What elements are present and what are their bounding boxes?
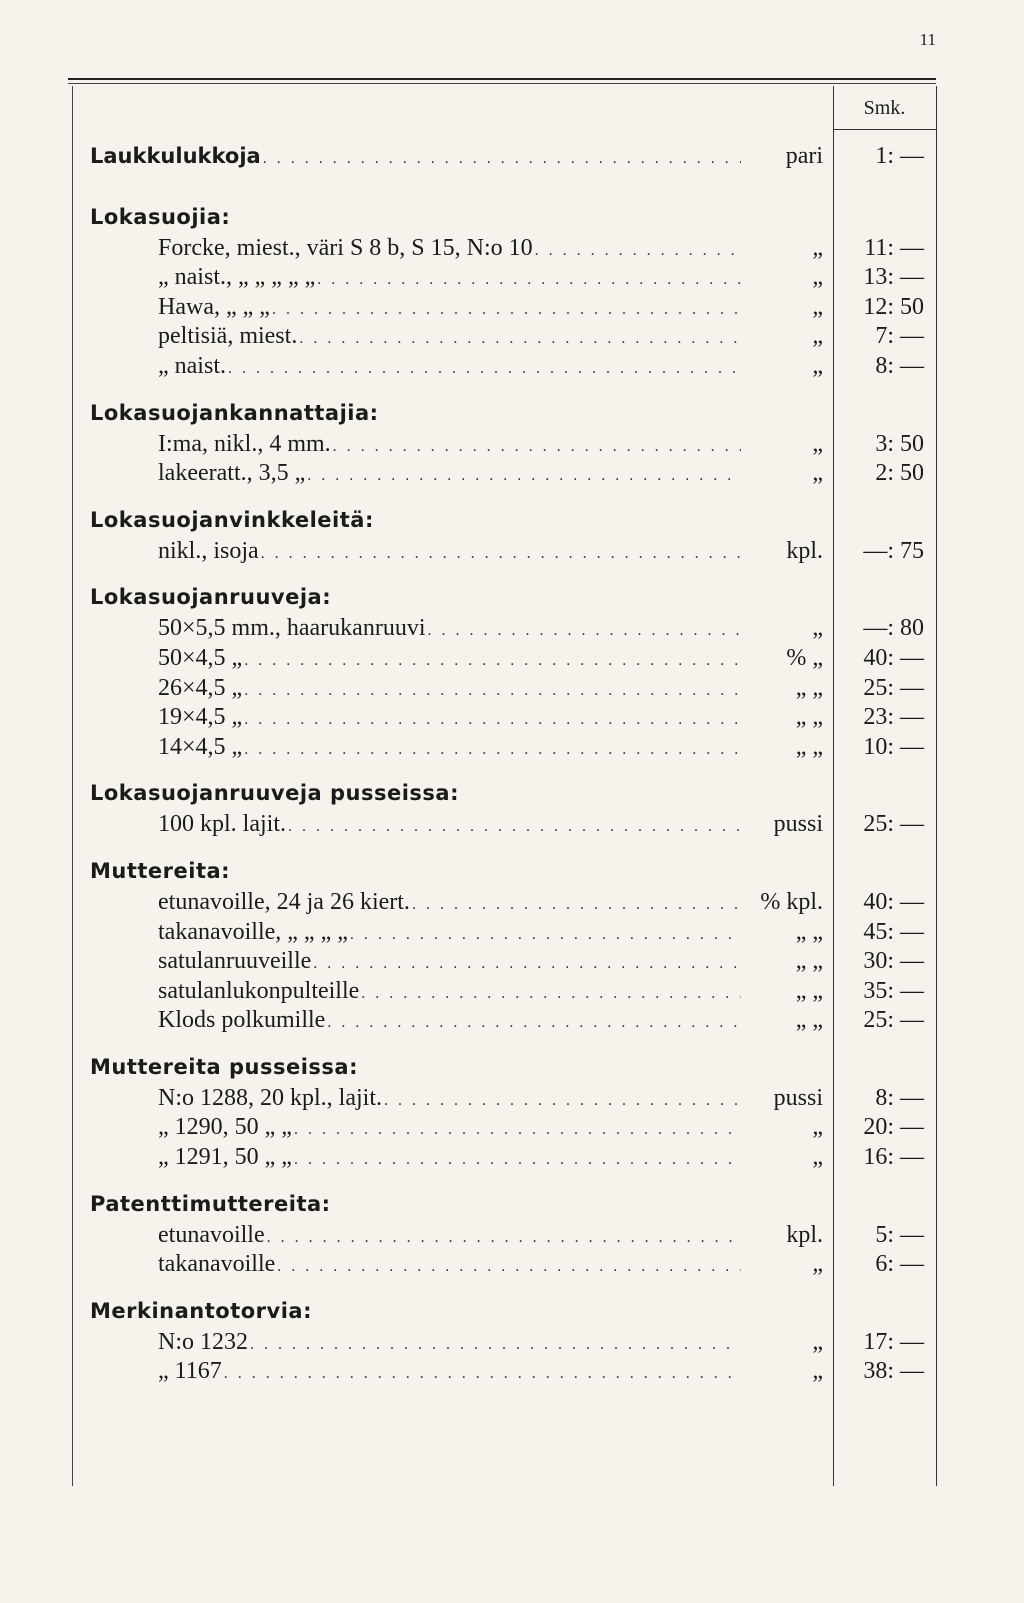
row-price: 11: — [864,234,924,261]
row-price: 25: — [863,811,924,838]
row-description-text: 19×4,5 „ [158,704,243,731]
row-description-text: I:ma, nikl., 4 mm. [158,430,331,457]
row-description [90,459,743,491]
row-price: 45: — [863,918,924,945]
row-description-text: lakeeratt., 3,5 „ [158,460,306,487]
row-price: 8: — [875,352,924,379]
row-unit: „ „ [795,977,823,1004]
row-unit: „ [812,1144,823,1171]
row-description [90,1084,743,1116]
row-description [90,644,743,676]
top-rule [68,78,936,80]
price-row [90,1006,936,1036]
row-unit: kpl. [786,1221,823,1248]
row-description-text: Klods polkumille [158,1007,326,1034]
dot-leader [412,890,741,920]
row-description-text: N:o 1288, 20 kpl., lajit. [158,1084,382,1111]
row-unit: „ [812,1251,823,1278]
section-heading: Lokasuojanruuveja: [90,585,332,610]
row-unit: pussi [773,811,823,838]
dot-leader [244,705,741,735]
dot-leader [277,1252,741,1282]
row-price: 7: — [875,323,924,350]
row-description-text: N:o 1232 [158,1328,248,1355]
row-price: 8: — [875,1084,924,1111]
row-description-text: etunavoille, 24 ja 26 kiert. [158,888,410,915]
row-unit: „ „ [795,918,823,945]
row-unit: „ [812,234,823,261]
price-row [90,430,936,460]
price-section [90,580,936,762]
row-price: —: 80 [863,615,924,642]
row-price: 5: — [875,1221,924,1248]
row-unit: „ [812,264,823,291]
row-unit: % „ [786,644,823,671]
dot-leader [427,616,741,646]
dot-leader [272,295,741,325]
row-unit: „ „ [795,1007,823,1034]
row-description-text: 100 kpl. lajit. [158,811,286,838]
row-price: 6: — [875,1251,924,1278]
row-unit: kpl. [786,537,823,564]
row-unit: pussi [773,1084,823,1111]
price-section [90,396,936,489]
row-price: 30: — [863,948,924,975]
row-description [90,1143,743,1175]
dot-leader [250,1330,741,1360]
price-row [90,1143,936,1173]
row-description [90,810,743,842]
price-row [90,733,936,763]
row-price: 40: — [863,644,924,671]
price-section [90,503,936,567]
dot-leader [327,1008,741,1038]
dot-leader [294,1145,741,1175]
row-description [90,234,743,266]
row-description [90,537,743,569]
price-section [90,1294,936,1387]
row-unit: „ „ [795,948,823,975]
row-price: 25: — [863,1007,924,1034]
dot-leader [244,735,741,765]
price-section [90,776,936,840]
row-description-text: 14×4,5 „ [158,733,243,760]
row-description-text: satulanruuveille [158,948,312,975]
row-unit: „ „ [795,704,823,731]
row-description [90,977,743,1009]
row-price: 16: — [863,1144,924,1171]
row-description-text: 26×4,5 „ [158,674,243,701]
row-description [90,1357,743,1389]
row-description [90,888,743,920]
row-price: 23: — [863,704,924,731]
row-description-text: „ 1167 [158,1358,222,1385]
row-unit: „ „ [795,674,823,701]
row-description [90,263,743,295]
price-section [90,1187,936,1280]
row-price: 13: — [863,264,924,291]
row-price: 20: — [863,1114,924,1141]
dot-leader [299,324,741,354]
row-description [90,293,743,325]
price-row [90,888,936,918]
price-row [90,142,936,172]
row-price: 1: — [875,143,924,169]
dot-leader [244,676,741,706]
row-description-text: 50×5,5 mm., haarukanruuvi [158,615,426,642]
section-heading: Muttereita pusseissa: [90,1054,358,1079]
dot-leader [261,539,741,569]
row-description [90,1328,743,1360]
row-description-text: „ naist., „ „ „ „ „ [158,264,316,291]
row-unit: % kpl. [760,888,823,915]
price-row [90,234,936,264]
dot-leader [224,1359,741,1389]
row-description [90,322,743,354]
row-description [90,918,743,950]
row-price: 35: — [863,977,924,1004]
left-column-rule [72,86,73,1486]
dot-leader [228,354,741,384]
price-row [90,1328,936,1358]
row-description [90,614,743,646]
row-price: 17: — [863,1328,924,1355]
price-row [90,644,936,674]
price-row [90,674,936,704]
price-row [90,1113,936,1143]
row-unit: „ [812,323,823,350]
price-row [90,1084,936,1114]
price-section [90,854,936,1036]
row-price: 2: 50 [875,460,924,487]
row-description-text: takanavoille [158,1251,276,1278]
currency-header: Smk. [863,97,906,119]
dot-leader [333,432,741,462]
page-number: 11 [919,30,936,49]
row-description-text: peltisiä, miest. [158,323,298,350]
row-unit: „ [812,460,823,487]
row-unit: „ [812,293,823,320]
row-unit: pari [785,143,823,169]
row-description [90,430,743,462]
section-heading: Lokasuojankannattajia: [90,400,379,425]
section-heading: Lokasuojanruuveja pusseissa: [90,781,460,806]
currency-header-rule [833,129,936,130]
price-row [90,810,936,840]
row-description-text: Hawa, „ „ „ [158,293,270,320]
row-price: 3: 50 [875,430,924,457]
row-description [90,142,743,174]
section-heading: Muttereita: [90,858,231,883]
row-description-text: takanavoille, „ „ „ „ [158,918,348,945]
row-description [90,947,743,979]
price-row [90,352,936,382]
row-description [90,674,743,706]
dot-leader [267,1223,741,1253]
dot-leader [535,236,741,266]
dot-leader [384,1086,741,1116]
section-heading: Patenttimuttereita: [90,1191,331,1216]
row-price: 25: — [863,674,924,701]
row-price: —: 75 [863,537,924,564]
price-section [90,1050,936,1173]
section-heading: Laukkulukkoja [90,144,261,168]
row-unit: „ [812,352,823,379]
row-description [90,1113,743,1145]
price-row [90,918,936,948]
row-unit: „ „ [795,733,823,760]
price-row [90,977,936,1007]
dot-leader [350,920,741,950]
price-row [90,322,936,352]
dot-leader [361,979,741,1009]
price-row [90,703,936,733]
row-price: 38: — [863,1358,924,1385]
row-description-text: nikl., isoja [158,537,259,564]
section-gap [90,172,936,186]
row-description [90,703,743,735]
row-unit: „ [812,430,823,457]
row-unit: „ [812,615,823,642]
price-list [90,142,936,1387]
right-column-rule [936,86,937,1486]
row-description-text: Forcke, miest., väri S 8 b, S 15, N:o 10 [158,234,533,261]
row-description-text: „ 1291, 50 „ „ [158,1144,292,1171]
price-section [90,142,936,186]
row-description [90,1250,743,1282]
price-section [90,200,936,382]
dot-leader [307,461,741,491]
dot-leader [263,144,741,174]
section-heading: Lokasuojanvinkkeleitä: [90,507,374,532]
dot-leader [288,812,741,842]
row-description-text: 50×4,5 „ [158,644,243,671]
row-description-text: „ naist. [158,352,226,379]
row-price: 10: — [863,733,924,760]
row-description [90,1221,743,1253]
dot-leader [294,1115,741,1145]
section-heading: Lokasuojia: [90,204,231,229]
row-unit: „ [812,1358,823,1385]
price-row [90,293,936,323]
row-description [90,733,743,765]
row-description-text: „ 1290, 50 „ „ [158,1114,292,1141]
price-row [90,459,936,489]
row-price: 12: 50 [863,293,924,320]
dot-leader [313,949,741,979]
section-heading: Merkinantotorvia: [90,1298,312,1323]
price-row [90,263,936,293]
row-description-text: satulanlukonpulteille [158,977,360,1004]
row-price: 40: — [863,888,924,915]
row-unit: „ [812,1114,823,1141]
row-description [90,352,743,384]
price-row [90,947,936,977]
price-row [90,614,936,644]
top-rule-thin [68,83,936,84]
price-row [90,537,936,567]
row-unit: „ [812,1328,823,1355]
price-row [90,1357,936,1387]
row-description-text: etunavoille [158,1221,265,1248]
price-row [90,1250,936,1280]
dot-leader [244,646,741,676]
price-row [90,1221,936,1251]
dot-leader [317,265,741,295]
row-description [90,1006,743,1038]
